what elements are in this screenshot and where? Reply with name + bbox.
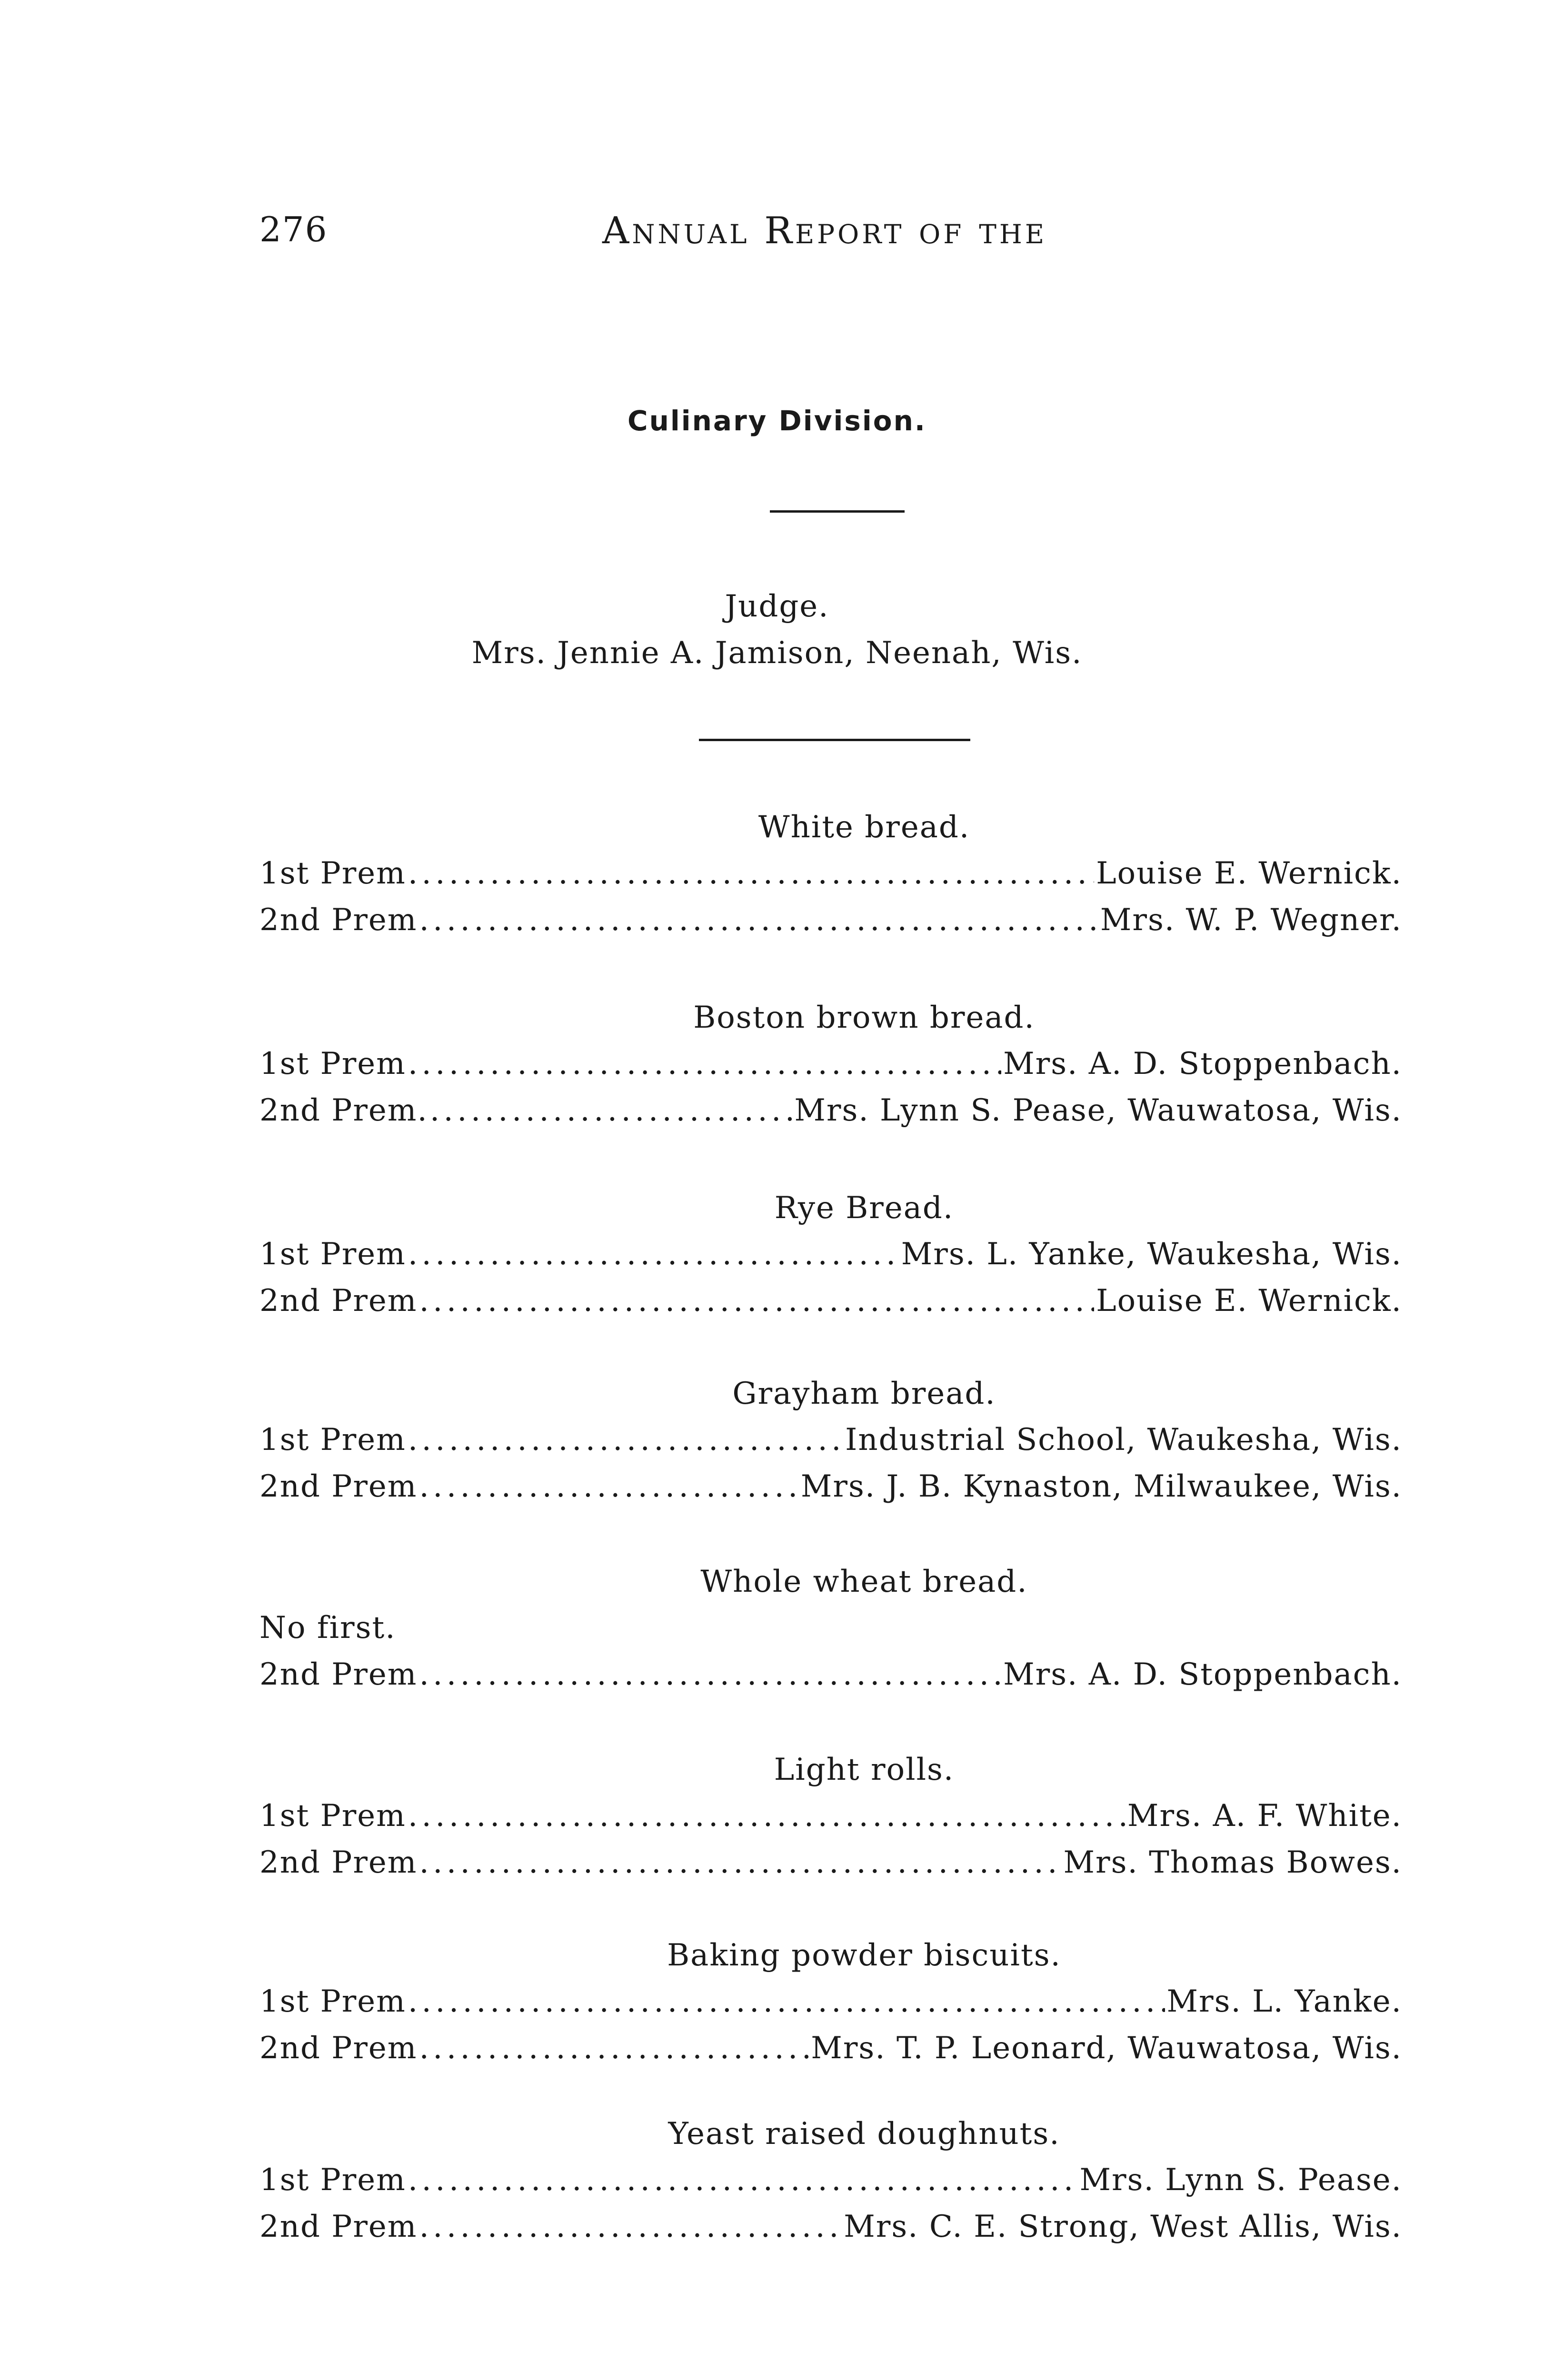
premium-section [259,1559,1402,1698]
judge-heading: Judge. [725,589,829,624]
premium-label: 2nd Prem [259,1845,418,1880]
premium-label: 2nd Prem [259,1469,418,1504]
dot-leader [408,850,1094,897]
premium-label: 2nd Prem [259,2031,418,2066]
premium-entry [259,2203,1402,2250]
premium-winner: Industrial School, Waukesha, Wis. [845,1422,1402,1458]
premium-section [259,2111,1402,2250]
premium-entry [259,897,1402,943]
premium-entry [259,1087,1402,1134]
premium-winner: Mrs. W. P. Wegner. [1100,902,1402,938]
premium-section [259,1747,1402,1886]
premium-winner: Mrs. Lynn S. Pease. [1079,2162,1402,2198]
section-title: Baking powder biscuits. [667,1938,1061,1973]
dot-leader [419,1651,1001,1698]
dot-leader [419,1839,1061,1886]
premium-entry [259,1278,1402,1324]
premium-winner: Mrs. J. B. Kynaston, Milwaukee, Wis. [800,1469,1402,1504]
premium-winner: Mrs. A. D. Stoppenbach. [1003,1657,1402,1692]
dot-leader [408,1231,899,1278]
premium-entry [259,1839,1402,1886]
section-title: Whole wheat bread. [700,1564,1028,1599]
premium-entry [259,1651,1402,1698]
dot-leader [408,1041,1001,1087]
premium-winner: Mrs. L. Yanke, Waukesha, Wis. [901,1237,1402,1272]
premium-label: 2nd Prem [259,2209,418,2244]
dot-leader [430,1087,793,1134]
dot-leader [408,1978,1165,2025]
premium-winner: Louise E. Wernick. [1096,1283,1402,1319]
dot-leader [419,1463,798,1510]
premium-winner: Mrs. Lynn S. Pease, Wauwatosa, Wis. [794,1093,1402,1128]
dot-leader [408,2157,1078,2203]
section-title: White bread. [758,810,970,845]
premium-winner: Louise E. Wernick. [1096,856,1402,891]
premium-winner: Mrs. Thomas Bowes. [1063,1845,1402,1880]
premium-label: 1st Prem [259,1984,406,2019]
dot-leader [419,2025,809,2072]
premium-entry [259,1793,1402,1839]
premium-winner: Mrs. L. Yanke. [1166,1984,1402,2019]
premium-winner: Mrs. A. F. White. [1127,1798,1402,1834]
premium-entry [259,1041,1402,1087]
premium-entry [259,850,1402,897]
divider [770,510,905,513]
section-title: Grayham bread. [732,1376,996,1411]
premium-label: 2nd Prem [259,1657,418,1692]
division-title: Culinary Division. [628,405,926,437]
section-title: Rye Bread. [774,1190,954,1226]
premium-winner: Mrs. A. D. Stoppenbach. [1003,1046,1402,1081]
dot-leader [419,2203,842,2250]
section-title: Yeast raised doughnuts. [668,2116,1060,2152]
judge-name: Mrs. Jennie A. Jamison, Neenah, Wis. [471,635,1083,671]
dot-leader [408,1417,843,1463]
premium-entry [259,1231,1402,1278]
section-title: Boston brown bread. [693,1000,1035,1035]
premium-label: 1st Prem [259,1046,406,1081]
premium-winner: Mrs. C. E. Strong, West Allis, Wis. [844,2209,1402,2244]
premium-entry [259,1978,1402,2025]
divider [699,739,970,741]
premium-winner: Mrs. T. P. Leonard, Wauwatosa, Wis. [811,2031,1402,2066]
section-title: Light rolls. [774,1752,955,1787]
premium-section [259,804,1402,943]
dot-leader [408,1793,1126,1839]
premium-entry [259,1417,1402,1463]
premium-label: 2nd Prem [259,1283,418,1319]
premium-label: 1st Prem [259,1798,406,1834]
dot-leader [419,1278,1094,1324]
premium-label: 1st Prem [259,1422,406,1458]
running-head: Annual Report of the [602,209,1047,252]
premium-entry [259,1463,1402,1510]
judge-block [0,583,1554,676]
premium-section [259,1185,1402,1324]
premium-label: 1st Prem [259,1237,406,1272]
section-note: No first. [259,1610,396,1646]
premium-label: 1st Prem [259,856,406,891]
premium-entry [259,2025,1402,2072]
premium-label: 2nd Prem. [259,1093,428,1128]
dot-leader [419,897,1098,943]
premium-label: 1st Prem [259,2162,406,2198]
premium-section [259,995,1402,1134]
premium-entry [259,2157,1402,2203]
premium-section [259,1371,1402,1510]
premium-label: 2nd Prem [259,902,418,938]
page-header [259,209,1402,267]
page-number: 276 [259,209,328,249]
premium-section [259,1933,1402,2072]
